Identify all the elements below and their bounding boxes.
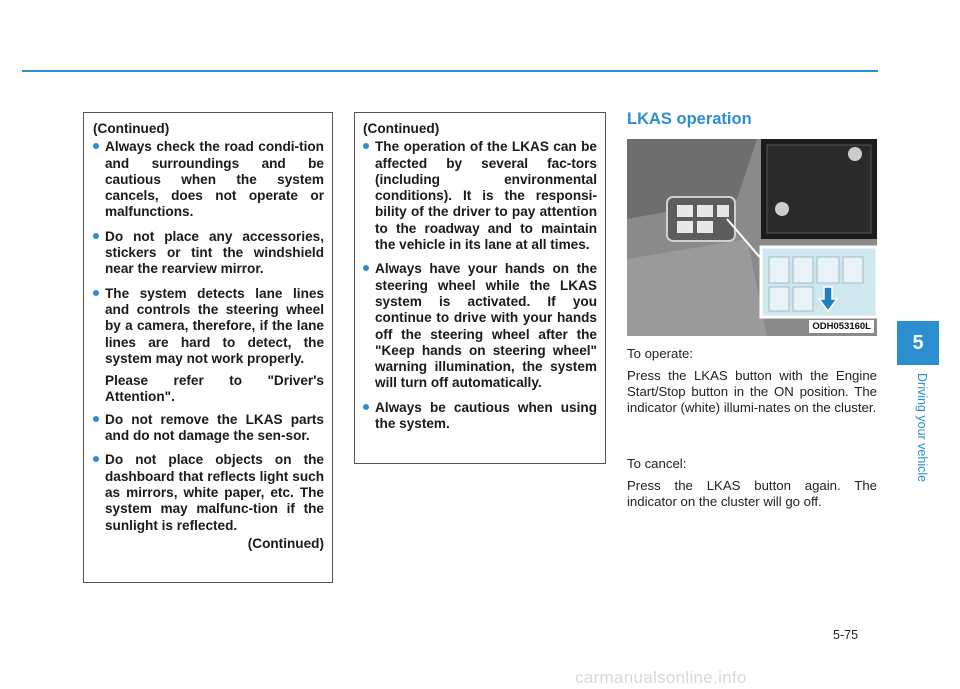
- bullet-icon: [363, 265, 369, 271]
- warning-box-left: [83, 112, 333, 583]
- chapter-tab: 5: [897, 321, 939, 365]
- watermark: carmanualsonline.info: [575, 668, 747, 687]
- warning-item: Do not remove the LKAS parts and do not damage the sen-sor.: [93, 412, 324, 445]
- bullet-icon: [93, 233, 99, 239]
- operate-label: To operate:: [627, 346, 693, 361]
- box-heading: (Continued): [363, 121, 440, 136]
- bullet-icon: [93, 456, 99, 462]
- section-title: LKAS operation: [627, 110, 752, 128]
- dashboard-illustration: [627, 139, 877, 336]
- lkas-button-figure: [627, 139, 877, 336]
- header-rule: [22, 70, 878, 72]
- warning-sub-note: Please refer to "Driver's Attention".: [105, 373, 324, 405]
- box-heading: (Continued): [93, 121, 170, 136]
- page-number: 5-75: [833, 628, 859, 642]
- bullet-icon: [363, 404, 369, 410]
- warning-item: Always be cautious when using the system.: [363, 400, 597, 433]
- warning-item: Do not place objects on the dashboard that reflects light such as mirrors, white paper, etc. The system may malfunc-tion if the sunlight is reflected.: [93, 452, 324, 533]
- box-footer: (Continued): [247, 535, 324, 551]
- bullet-icon: [93, 290, 99, 296]
- warning-item: Do not place any accessories, stickers or tint the windshield near the rearview mirror.: [93, 229, 324, 278]
- figure-code: ODH053160L: [808, 319, 875, 334]
- warning-item: The system detects lane lines and controls the steering wheel by a camera, therefore, if the lane lines are hard to detect, the system may not work properly.: [93, 286, 324, 367]
- cancel-label: To cancel:: [627, 456, 687, 471]
- bullet-icon: [93, 416, 99, 422]
- warning-item: Always check the road condi-tion and surroundings and be cautious when the system cancels, does not operate or malfunctions.: [93, 139, 324, 220]
- bullet-icon: [93, 143, 99, 149]
- cancel-text: Press the LKAS button again. The indicator on the cluster will go off.: [627, 478, 877, 509]
- warning-item: The operation of the LKAS can be affected by several fac-tors (including environmental conditions). It is the responsi-bility of the driver to pay attention to the roadway and to maintain the vehicle in its lane at all times.: [363, 139, 597, 253]
- warning-box-right: [354, 112, 606, 464]
- chapter-title: Driving your vehicle: [915, 373, 929, 483]
- warning-item: Always have your hands on the steering wheel while the LKAS system is activated. If you continue to drive with your hands off the steering wheel after the "Keep hands on steering wheel" warning illumination, the system will turn off automatically.: [363, 261, 597, 391]
- bullet-icon: [363, 143, 369, 149]
- operate-text: Press the LKAS button with the Engine Start/Stop button in the ON position. The indicator (white) illumi-nates on the cluster.: [627, 368, 877, 415]
